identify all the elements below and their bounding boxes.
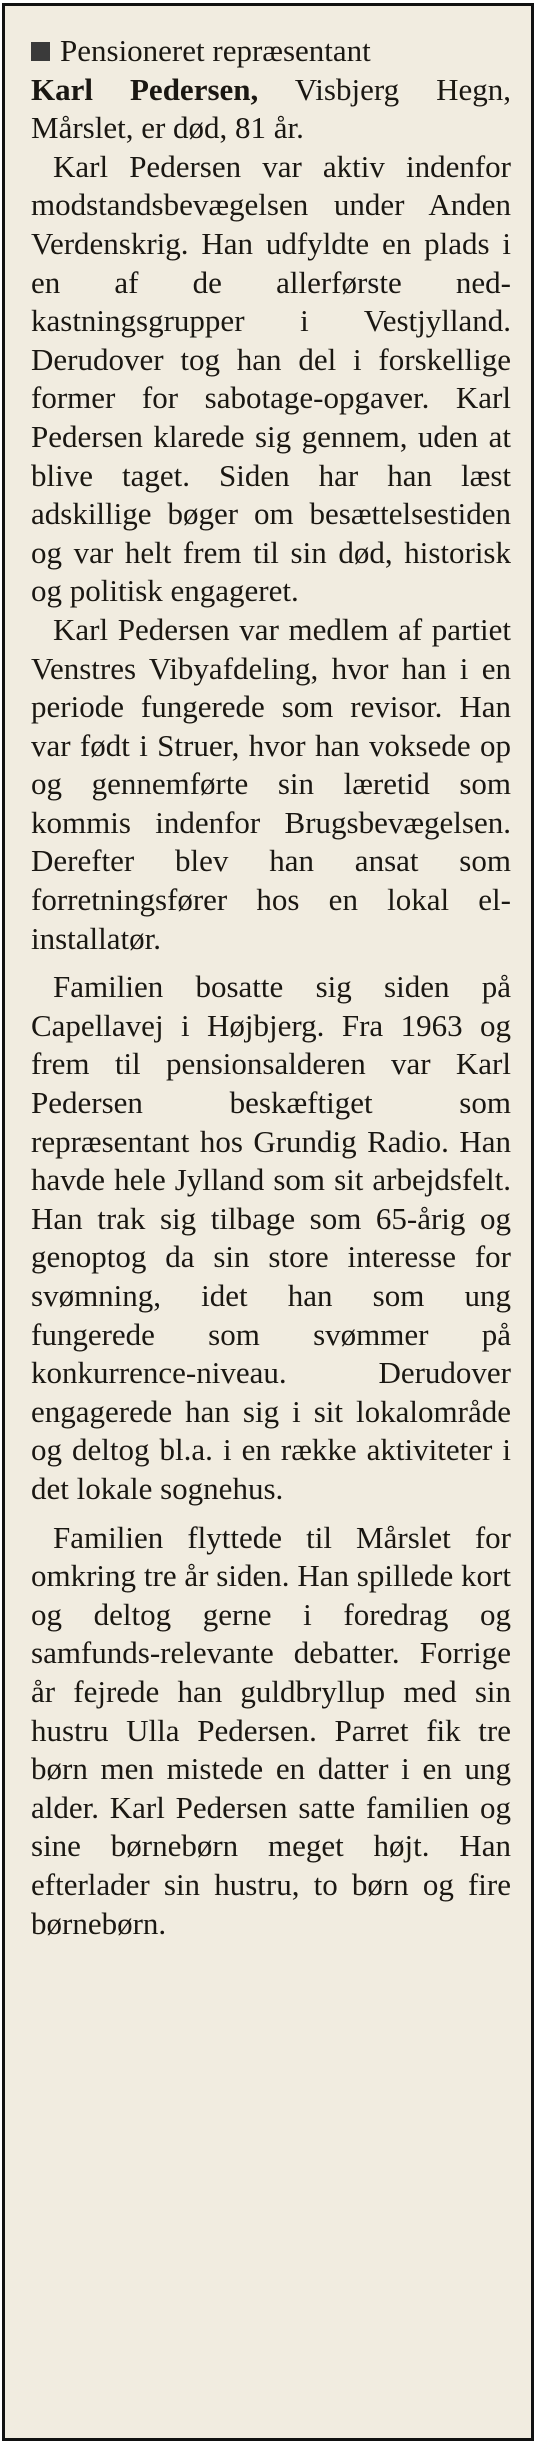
paragraph-career: Karl Pedersen var medlem af partiet Venstres Vibyafdeling, hvor han i en periode fungerede som revisor. Han var født i Struer, hvor han voksede op og gennemførte sin læretid som kommis indenfor Brugsbevægelsen. Derefter blev han ansat som forretningsfører hos en lokal el-installatør. (31, 611, 511, 956)
obituary-column (31, 32, 511, 1943)
square-bullet-icon (31, 42, 50, 61)
paragraph-family-marslet: Familien flyttede til Mårslet for omkring tre år siden. Han spillede kort og deltog gerne i foredrag og samfunds-relevante debatter. Forrige år fejrede han guldbryllup med sin hustru Ulla Pedersen. Parret fik tre børn men mistede en datter i en ung alder. Karl Pedersen satte familien og sine børnebørn meget højt. Han efterlader sin hustru, to børn og fire børnebørn. (31, 1519, 511, 1941)
person-name: Karl Pedersen, (31, 71, 259, 107)
paragraph-resistance: Karl Pedersen var aktiv indenfor modstandsbevægelsen under Anden Verdenskrig. Han udfyldte en plads i en af de allerførste ned-kastningsgrupper i Vestjylland. Derudover tog han del i forskellige former for sabotage-opgaver. Karl Pedersen klarede sig gennem, uden at blive taget. Siden har han læst adskillige bøger om besættelsestiden og var helt frem til sin død, historisk og politisk engageret. (31, 148, 511, 609)
newspaper-clipping (2, 3, 534, 2441)
intro-title: Pensioneret repræsentant (60, 33, 371, 68)
intro-rest: Visbjerg Hegn, Mårslet, er død, 81 år. (31, 71, 511, 146)
paragraph-family-hojbjerg: Familien bosatte sig siden på Capellavej i Højbjerg. Fra 1963 og frem til pensionsalderen var Karl Pedersen beskæftiget som repræsentant hos Grundig Radio. Han havde hele Jylland som sit arbejdsfelt. Han trak sig tilbage som 65-årig og genoptog da sin store interesse for svømning, idet han som ung fungerede som svømmer på konkurrence-niveau. Derudover engagerede han sig i sit lokalområde og deltog bl.a. i en række aktiviteter i det lokale sognehus. (31, 969, 511, 1506)
obituary-intro (31, 32, 511, 148)
